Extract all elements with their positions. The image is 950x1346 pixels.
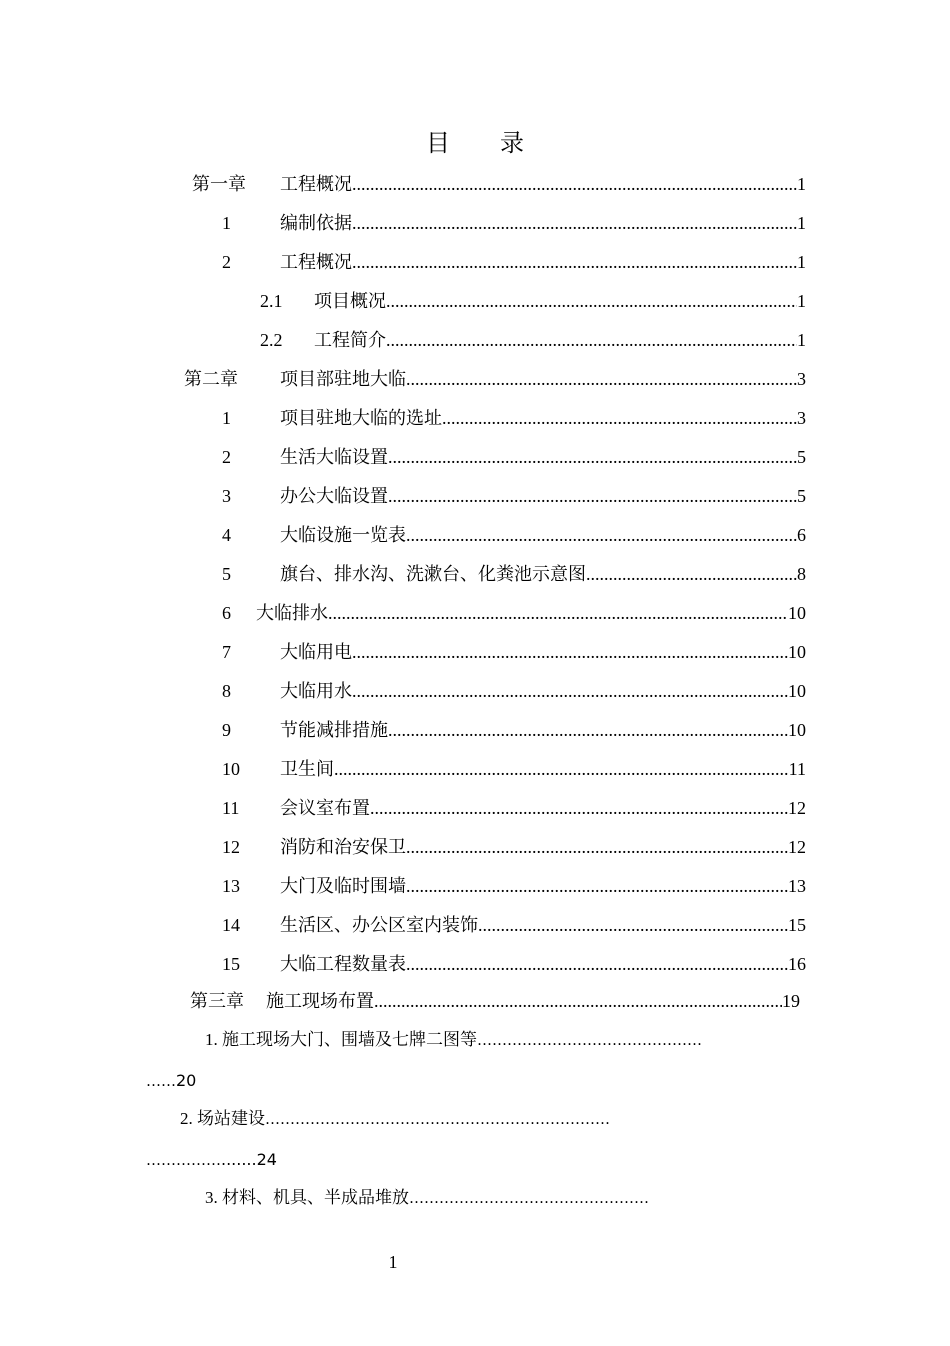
toc-leader: ………………………………………	[477, 1031, 702, 1049]
toc-page: 8	[797, 564, 806, 584]
toc-page: 19	[782, 991, 800, 1011]
toc-text: 办公大临设置	[280, 486, 388, 506]
toc-page: 5	[797, 486, 806, 506]
toc-entry-1-2-1[interactable]	[260, 288, 806, 314]
toc-leader	[386, 327, 797, 353]
toc-leader	[442, 405, 797, 431]
toc-page: 20	[176, 1071, 197, 1090]
toc-entry-2-3[interactable]	[222, 483, 806, 509]
toc-page: 15	[788, 915, 806, 935]
toc-entry-2-10[interactable]	[222, 756, 806, 782]
toc-number: 第三章	[190, 991, 244, 1011]
toc-extra-entry-2[interactable]	[180, 1106, 800, 1132]
toc-text: 3. 材料、机具、半成品堆放	[205, 1188, 409, 1207]
toc-page: 1	[797, 330, 806, 350]
toc-leader	[352, 678, 788, 704]
toc-text: 项目概况	[314, 291, 386, 311]
toc-number: 1	[222, 408, 231, 428]
toc-page: 1	[797, 252, 806, 272]
toc-entry-2-13[interactable]	[222, 873, 806, 899]
toc-number: 2	[222, 252, 231, 272]
toc-leader	[406, 834, 788, 860]
toc-number: 7	[222, 642, 231, 662]
toc-number: 15	[222, 954, 240, 974]
toc-entry-2-1[interactable]	[222, 405, 806, 431]
toc-title: 目 录	[426, 131, 546, 157]
toc-entry-2-14[interactable]	[222, 912, 806, 938]
toc-number: 第一章	[192, 174, 246, 194]
toc-text: 大临用电	[280, 642, 352, 662]
toc-page: 10	[788, 603, 806, 623]
toc-extra-entry-1[interactable]	[205, 1027, 805, 1053]
toc-leader	[406, 873, 788, 899]
toc-entry-2-7[interactable]	[222, 639, 806, 665]
toc-entry-2-5[interactable]	[222, 561, 806, 587]
toc-page: 6	[797, 525, 806, 545]
toc-number: 4	[222, 525, 231, 545]
toc-page: 1	[797, 291, 806, 311]
toc-leader	[406, 522, 797, 548]
toc-leader	[406, 366, 797, 392]
toc-page: 11	[788, 759, 806, 779]
toc-entry-2-4[interactable]	[222, 522, 806, 548]
toc-text: 旗台、排水沟、洗漱台、化粪池示意图	[280, 564, 586, 584]
toc-text: 项目驻地大临的选址	[280, 408, 442, 428]
toc-leader	[334, 756, 789, 782]
toc-number: 2.1	[260, 291, 283, 311]
toc-page: 10	[788, 642, 806, 662]
toc-leader	[386, 288, 797, 314]
toc-leader	[388, 483, 797, 509]
toc-page: 13	[788, 876, 806, 896]
toc-leader: ……	[146, 1072, 176, 1090]
toc-text: 会议室布置	[280, 798, 370, 818]
toc-text: 工程概况	[280, 252, 352, 272]
toc-entry-2-9[interactable]	[222, 717, 806, 743]
toc-text: 1. 施工现场大门、围墙及七牌二图等	[205, 1030, 477, 1049]
toc-page: 24	[256, 1150, 277, 1169]
toc-page: 3	[797, 369, 806, 389]
toc-text: 大临排水	[256, 603, 328, 623]
toc-text: 消防和治安保卫	[280, 837, 406, 857]
toc-number: 8	[222, 681, 231, 701]
toc-text: 生活大临设置	[280, 447, 388, 467]
toc-text: 大临设施一览表	[280, 525, 406, 545]
toc-number: 13	[222, 876, 240, 896]
toc-entry-1-2-2[interactable]	[260, 327, 806, 353]
toc-text: 2. 场站建设	[180, 1109, 265, 1128]
toc-entry-2-8[interactable]	[222, 678, 806, 704]
toc-entry-1-1[interactable]	[222, 210, 806, 236]
toc-extra-entry-3[interactable]	[205, 1185, 805, 1211]
toc-page: 5	[797, 447, 806, 467]
toc-leader	[388, 717, 788, 743]
toc-entry-chapter-1[interactable]	[192, 171, 806, 197]
toc-leader	[352, 639, 788, 665]
toc-leader	[370, 795, 788, 821]
toc-leader-small: .......	[221, 1150, 257, 1169]
toc-leader: ……………………………………………………………	[265, 1110, 610, 1128]
toc-text: 工程概况	[280, 174, 352, 194]
toc-number: 3	[222, 486, 231, 506]
toc-entry-chapter-3[interactable]	[190, 988, 800, 1014]
toc-leader	[406, 951, 788, 977]
toc-text: 工程简介	[314, 330, 386, 350]
toc-entry-chapter-2[interactable]	[184, 366, 806, 392]
toc-entry-2-11[interactable]	[222, 795, 806, 821]
toc-number: 11	[222, 798, 240, 818]
toc-page: 12	[788, 798, 806, 818]
toc-text: 大临用水	[280, 681, 352, 701]
toc-number: 12	[222, 837, 240, 857]
toc-leader	[478, 912, 788, 938]
toc-page: 1	[797, 213, 806, 233]
toc-entry-1-2[interactable]	[222, 249, 806, 275]
toc-leader	[352, 171, 797, 197]
toc-leader	[352, 210, 797, 236]
toc-number: 10	[222, 759, 240, 779]
toc-extra-entry-2-continued	[146, 1147, 406, 1173]
toc-page: 3	[797, 408, 806, 428]
toc-page: 10	[788, 720, 806, 740]
toc-entry-2-2[interactable]	[222, 444, 806, 470]
toc-entry-2-6[interactable]	[222, 600, 806, 626]
toc-text: 大门及临时围墙	[280, 876, 406, 896]
toc-number: 第二章	[184, 369, 238, 389]
toc-number: 1	[222, 213, 231, 233]
toc-number: 2	[222, 447, 231, 467]
toc-number: 6	[222, 603, 231, 623]
toc-text: 卫生间	[280, 759, 334, 779]
toc-leader	[388, 444, 797, 470]
toc-text: 节能减排措施	[280, 720, 388, 740]
toc-leader	[586, 561, 797, 587]
toc-number: 2.2	[260, 330, 283, 350]
toc-leader	[352, 249, 797, 275]
toc-entry-2-15[interactable]	[222, 951, 806, 977]
toc-text: 编制依据	[280, 213, 352, 233]
toc-extra-entry-1-continued	[146, 1068, 346, 1094]
toc-leader	[328, 600, 788, 626]
toc-number: 9	[222, 720, 231, 740]
page-number: 1	[388, 1252, 398, 1272]
toc-page: 10	[788, 681, 806, 701]
toc-leader: …………………………………………	[409, 1189, 649, 1207]
toc-text: 项目部驻地大临	[280, 369, 406, 389]
toc-text: 施工现场布置	[266, 991, 374, 1011]
toc-page: 12	[788, 837, 806, 857]
toc-leader: ……………	[146, 1151, 221, 1169]
toc-page: 1	[797, 174, 806, 194]
toc-leader	[374, 988, 782, 1014]
toc-entry-2-12[interactable]	[222, 834, 806, 860]
toc-text: 生活区、办公区室内装饰	[280, 915, 478, 935]
toc-text: 大临工程数量表	[280, 954, 406, 974]
toc-number: 14	[222, 915, 240, 935]
toc-number: 5	[222, 564, 231, 584]
toc-page: 16	[788, 954, 806, 974]
